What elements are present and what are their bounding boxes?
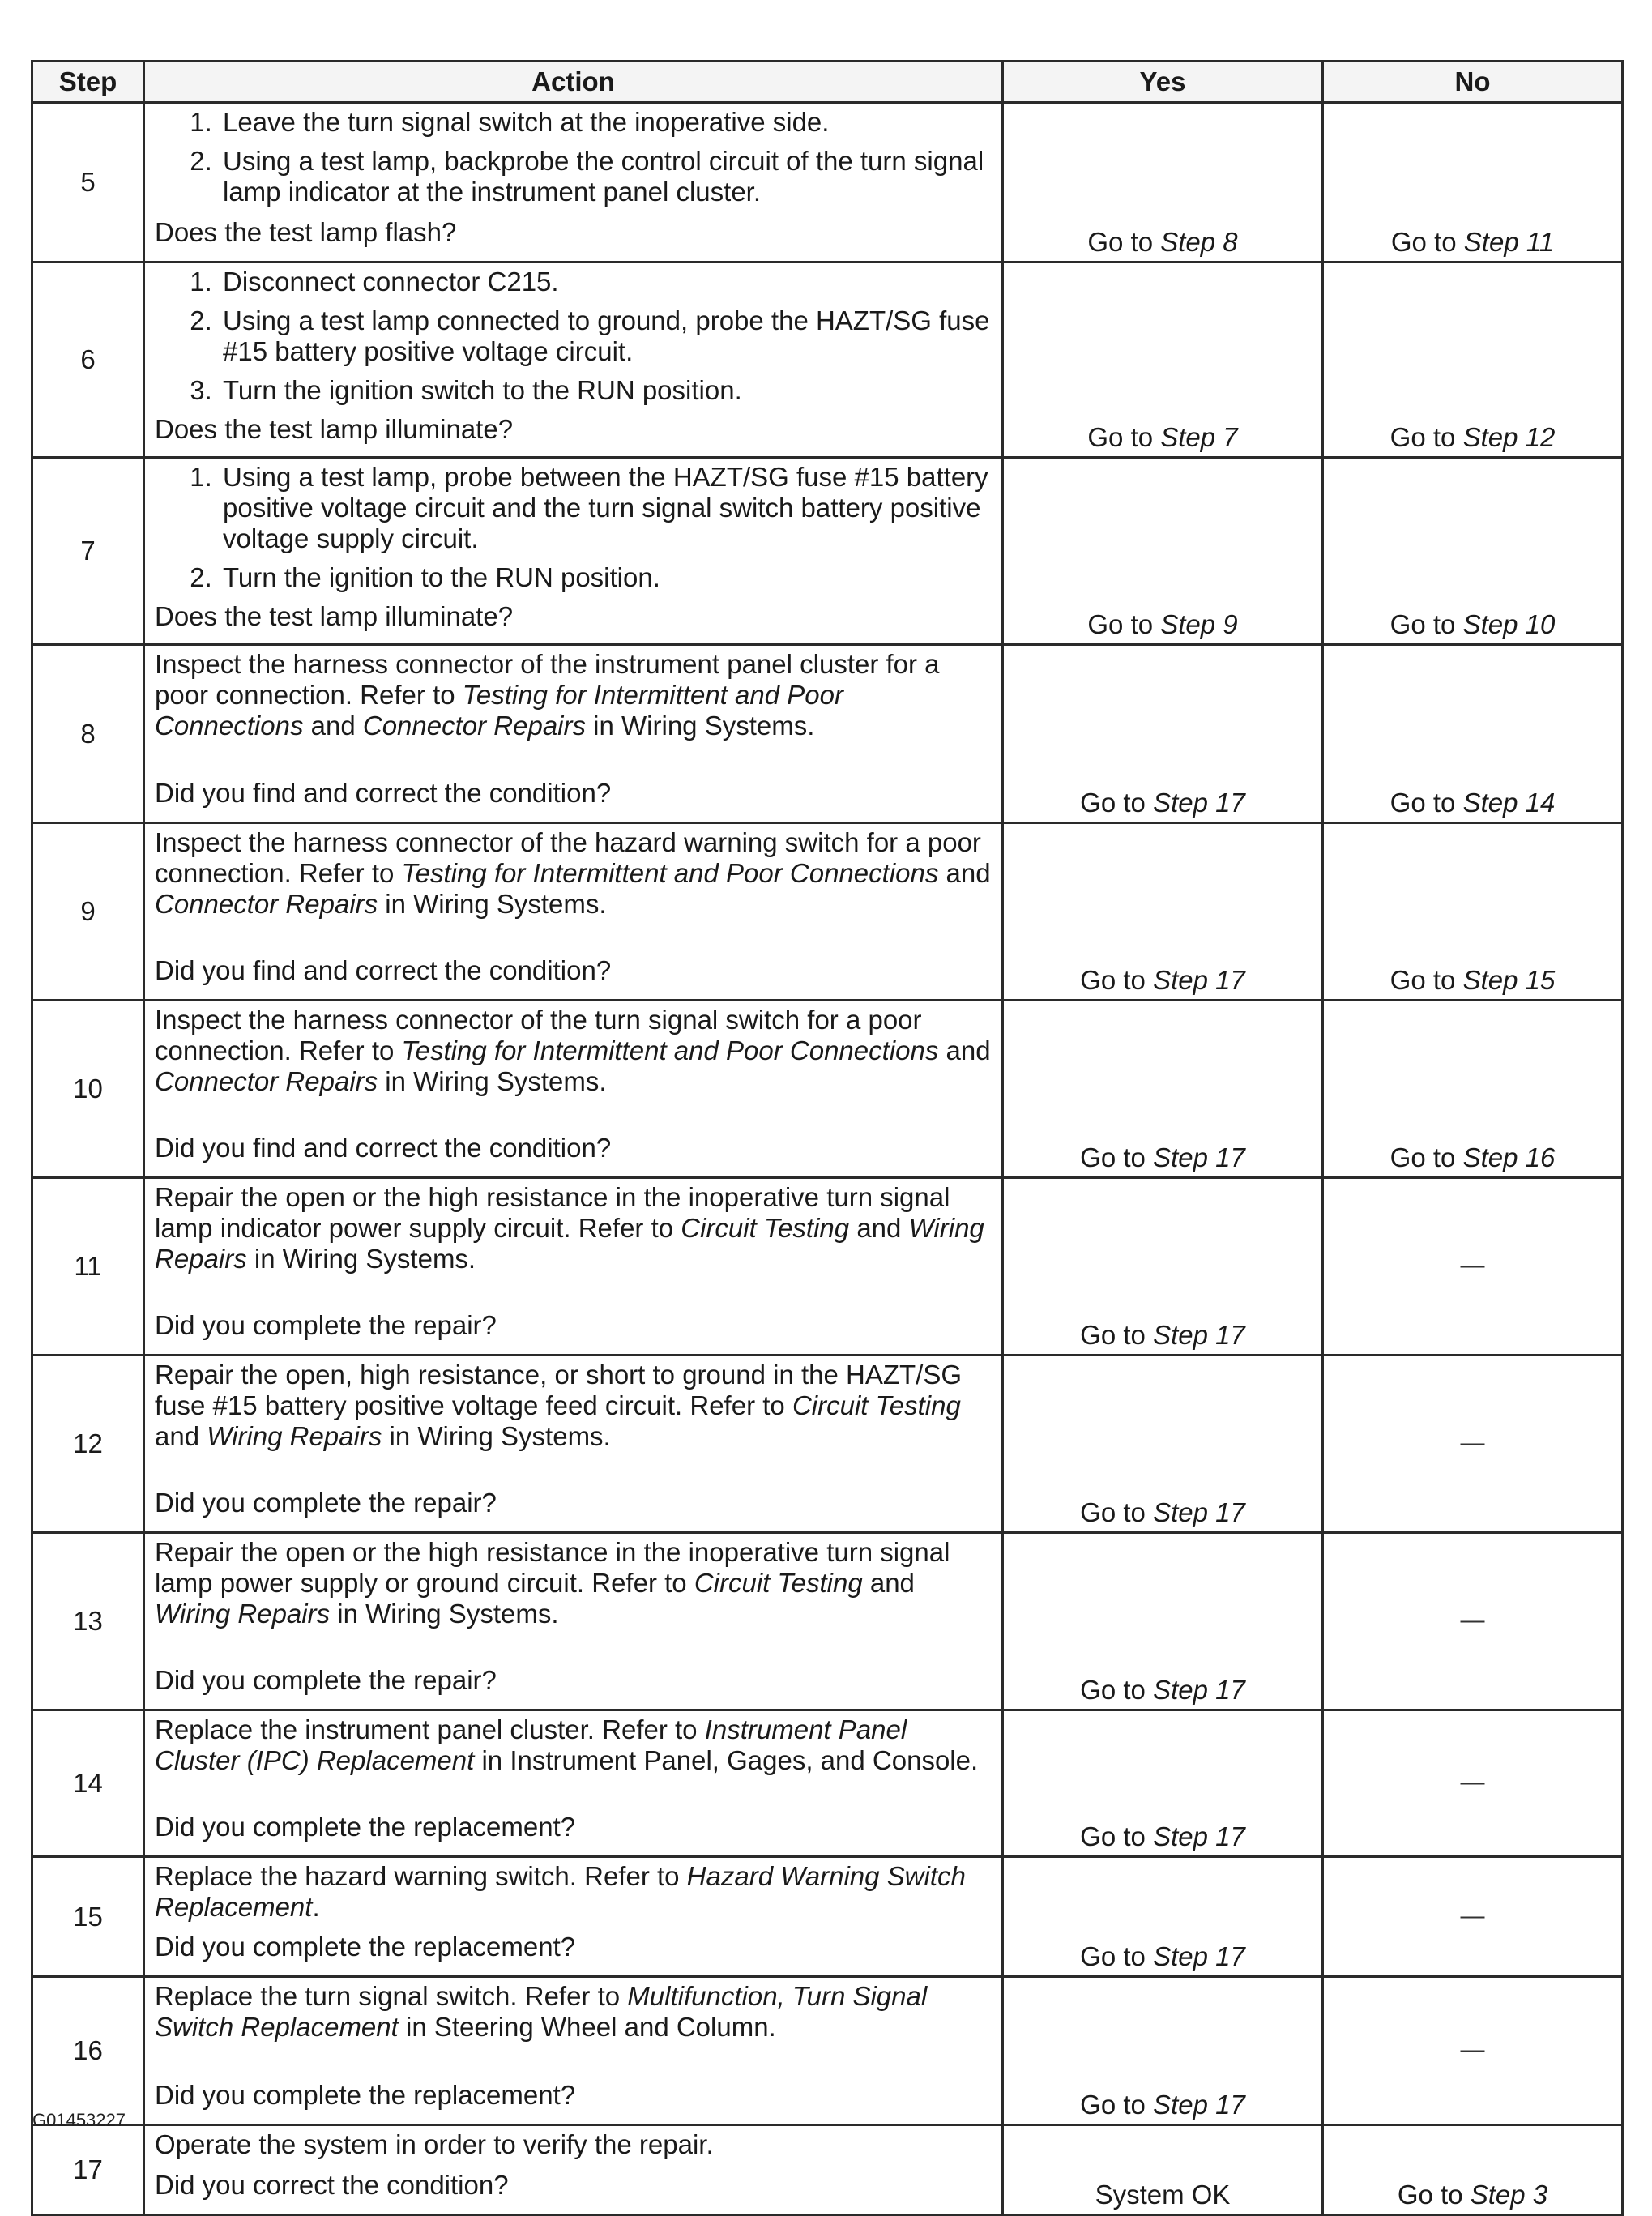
action-text: Repair the open, high resistance, or short to ground in the HAZT/SG fuse #15 battery positive voltage feed circuit. Refer to (155, 1360, 963, 1420)
action-instructions (155, 1360, 993, 1452)
yes-cell (1003, 1001, 1323, 1178)
no-step-link[interactable]: Step 3 (1470, 2180, 1548, 2210)
yes-cell (1003, 458, 1323, 645)
yes-goto-text: Go to (1080, 1497, 1146, 1527)
substep-list (155, 462, 993, 593)
no-dash: — (1460, 1607, 1485, 1633)
table-body (32, 103, 1623, 2215)
reference-link[interactable]: Instrument Panel Cluster (IPC) Replacement (155, 1714, 907, 1775)
yes-step-link[interactable]: Step 17 (1153, 1320, 1245, 1350)
reference-link[interactable]: Hazard Warning Switch Replacement (155, 1861, 966, 1922)
no-cell (1323, 823, 1623, 1001)
table-row (32, 1356, 1623, 1533)
action-cell (144, 1857, 1003, 1977)
table-row (32, 1001, 1623, 1178)
action-content (155, 1714, 993, 1842)
action-text: Inspect the harness connector of the hazard warning switch for a poor connection. Refer to (155, 827, 981, 888)
no-goto-text: Go to (1389, 609, 1456, 639)
step-number: 12 (32, 1356, 144, 1533)
reference-link[interactable]: Testing for Intermittent and Poor Connections (401, 1035, 939, 1065)
yes-step-link[interactable]: Step 17 (1153, 788, 1245, 818)
table-row (32, 645, 1623, 823)
table-row (32, 823, 1623, 1001)
table-row (32, 1977, 1623, 2125)
no-dash: — (1460, 1769, 1485, 1795)
action-text: and (303, 711, 363, 741)
figure-id: G01453227 (32, 2110, 126, 2130)
step-number: 5 (32, 103, 144, 263)
action-text: in Wiring Systems. (378, 1066, 607, 1096)
header-action: Action (144, 62, 1003, 103)
no-cell (1323, 1001, 1623, 1178)
action-question: Does the test lamp illuminate? (155, 601, 514, 631)
yes-cell (1003, 1857, 1323, 1977)
no-goto-text: Go to (1389, 1142, 1456, 1172)
action-question: Did you correct the condition? (155, 2170, 509, 2200)
no-dash: — (1460, 2036, 1485, 2063)
action-question: Did you complete the repair? (155, 1665, 497, 1695)
yes-cell (1003, 103, 1323, 263)
no-goto-text: Go to (1389, 422, 1456, 452)
yes-step-link[interactable]: Step 17 (1153, 2090, 1245, 2120)
step-number: 11 (32, 1178, 144, 1356)
no-step-link[interactable]: Step 11 (1463, 227, 1555, 257)
no-step-link[interactable]: Step 15 (1462, 965, 1556, 995)
step-number: 13 (32, 1533, 144, 1710)
action-cell (144, 1533, 1003, 1710)
action-question: Does the test lamp illuminate? (155, 414, 514, 444)
action-content (155, 1360, 993, 1518)
yes-goto-text: Go to (1080, 1941, 1146, 1971)
step-number: 16 (32, 1977, 144, 2125)
no-dash: — (1460, 1429, 1485, 1456)
action-paragraph (155, 1182, 993, 1275)
action-text: and (155, 1421, 207, 1451)
step-number: 14 (32, 1710, 144, 1857)
yes-step-link[interactable]: Step 7 (1160, 422, 1238, 452)
action-content (155, 1005, 993, 1164)
no-dash: — (1460, 1902, 1485, 1929)
action-paragraph (155, 1360, 993, 1452)
yes-cell (1003, 645, 1323, 823)
action-cell (144, 645, 1003, 823)
no-step-link[interactable]: Step 12 (1462, 422, 1556, 452)
diagnostic-table (31, 60, 1624, 2216)
reference-link[interactable]: Circuit Testing (792, 1390, 961, 1420)
yes-step-link[interactable]: Step 9 (1160, 609, 1238, 639)
action-content (155, 1537, 993, 1696)
table-row (32, 458, 1623, 645)
action-cell (144, 823, 1003, 1001)
action-text: in Instrument Panel, Gages, and Console. (474, 1745, 979, 1775)
action-instructions (155, 827, 993, 920)
yes-step-link[interactable]: Step 17 (1153, 1821, 1245, 1851)
header-row (32, 62, 1623, 103)
action-cell (144, 1356, 1003, 1533)
action-cell (144, 103, 1003, 263)
action-question: Did you complete the repair? (155, 1310, 497, 1340)
no-cell (1323, 1178, 1623, 1356)
action-cell (144, 263, 1003, 458)
action-instructions (155, 1981, 993, 2043)
header-step: Step (32, 62, 144, 103)
action-instructions (155, 649, 993, 741)
table-row (32, 1533, 1623, 1710)
step-number: 15 (32, 1857, 144, 1977)
no-goto-text: Go to (1389, 788, 1456, 818)
no-cell (1323, 1857, 1623, 1977)
action-text: and (862, 1568, 915, 1598)
action-text: and (938, 1035, 991, 1065)
reference-link[interactable]: Multifunction, Turn Signal Switch Replacement (155, 1981, 928, 2042)
yes-cell (1003, 1356, 1323, 1533)
action-text: in Steering Wheel and Column. (398, 2012, 776, 2042)
action-text: and (938, 858, 991, 888)
step-number: 17 (32, 2125, 144, 2215)
substep-list (155, 267, 993, 406)
step-number: 9 (32, 823, 144, 1001)
action-question: Did you complete the replacement? (155, 2080, 576, 2110)
reference-link[interactable]: Wiring Repairs (155, 1599, 331, 1629)
no-goto-text: Go to (1390, 227, 1457, 257)
action-instructions (155, 107, 993, 216)
table-row (32, 2125, 1623, 2215)
yes-result-text: System OK (1095, 2180, 1231, 2210)
yes-step-link[interactable]: Step 8 (1160, 227, 1238, 257)
action-paragraph (155, 2129, 993, 2160)
yes-cell (1003, 2125, 1323, 2215)
no-dash: — (1460, 1252, 1485, 1279)
action-cell (144, 1977, 1003, 2125)
action-content (155, 2129, 993, 2201)
action-question: Did you complete the replacement? (155, 1932, 576, 1962)
no-cell (1323, 645, 1623, 823)
action-instructions (155, 1182, 993, 1275)
yes-cell (1003, 1710, 1323, 1857)
action-content (155, 1861, 993, 1962)
action-text: and (849, 1213, 909, 1243)
step-number: 7 (32, 458, 144, 645)
action-paragraph (155, 1981, 993, 2043)
action-question: Did you find and correct the condition? (155, 955, 612, 985)
substep-item: 3. Turn the ignition switch to the RUN position. (220, 375, 993, 406)
action-instructions (155, 1005, 993, 1097)
substep-item: 2. Using a test lamp, backprobe the control circuit of the turn signal lamp indicator at the instrument panel cluster. (220, 146, 993, 207)
no-cell (1323, 1533, 1623, 1710)
reference-link[interactable]: Connector Repairs (362, 711, 586, 741)
action-text: Inspect the harness connector of the instrument panel cluster for a poor connection. Refer to (155, 649, 940, 710)
reference-link[interactable]: Circuit Testing (681, 1213, 850, 1243)
no-cell (1323, 1710, 1623, 1857)
no-step-link[interactable]: Step 10 (1462, 609, 1556, 639)
yes-step-link[interactable]: Step 17 (1153, 965, 1245, 995)
action-question: Does the test lamp flash? (155, 217, 457, 247)
reference-link[interactable]: Testing for Intermittent and Poor Connections (155, 680, 843, 741)
no-cell (1323, 1356, 1623, 1533)
no-goto-text: Go to (1397, 2180, 1463, 2210)
action-text: Replace the turn signal switch. Refer to (155, 1981, 628, 2011)
action-cell (144, 2125, 1003, 2215)
reference-link[interactable]: Connector Repairs (155, 1066, 378, 1096)
action-cell (144, 458, 1003, 645)
yes-goto-text: Go to (1080, 1142, 1146, 1172)
action-text: Repair the open or the high resistance in the inoperative turn signal lamp power supply or ground circuit. Refer to (155, 1537, 950, 1598)
header-no: No (1323, 62, 1623, 103)
yes-goto-text: Go to (1080, 965, 1146, 995)
step-number: 10 (32, 1001, 144, 1178)
action-text: in Wiring Systems. (246, 1244, 476, 1274)
no-goto-text: Go to (1389, 965, 1456, 995)
action-text: Replace the instrument panel cluster. Refer to (155, 1714, 705, 1744)
table-row (32, 263, 1623, 458)
no-cell (1323, 2125, 1623, 2215)
action-text: Operate the system in order to verify the repair. (155, 2129, 714, 2159)
yes-cell (1003, 1533, 1323, 1710)
yes-cell (1003, 1178, 1323, 1356)
table-row (32, 103, 1623, 263)
action-paragraph (155, 1861, 993, 1923)
table-row (32, 1857, 1623, 1977)
action-instructions (155, 1537, 993, 1629)
yes-goto-text: Go to (1080, 1320, 1146, 1350)
action-paragraph (155, 649, 993, 741)
yes-step-link[interactable]: Step 17 (1153, 1675, 1245, 1705)
table-row (32, 1178, 1623, 1356)
substep-list (155, 107, 993, 207)
action-text: in Wiring Systems. (378, 889, 607, 919)
yes-goto-text: Go to (1080, 788, 1146, 818)
yes-cell (1003, 1977, 1323, 2125)
action-content (155, 1182, 993, 1341)
action-text: Replace the hazard warning switch. Refer to (155, 1861, 687, 1891)
no-cell (1323, 1977, 1623, 2125)
yes-goto-text: Go to (1080, 1821, 1146, 1851)
action-question: Did you find and correct the condition? (155, 1133, 612, 1163)
header-yes: Yes (1003, 62, 1323, 103)
action-paragraph (155, 827, 993, 920)
substep-item: 2. Using a test lamp connected to ground, probe the HAZT/SG fuse #15 battery positive voltage circuit. (220, 305, 993, 367)
reference-link[interactable]: Wiring Repairs (207, 1421, 382, 1451)
action-content (155, 462, 993, 630)
action-cell (144, 1001, 1003, 1178)
reference-link[interactable]: Connector Repairs (155, 889, 378, 919)
action-text: . (312, 1892, 320, 1922)
reference-link[interactable]: Circuit Testing (694, 1568, 863, 1598)
action-instructions (155, 1714, 993, 1776)
step-number: 8 (32, 645, 144, 823)
action-content (155, 267, 993, 443)
action-cell (144, 1710, 1003, 1857)
action-question: Did you complete the repair? (155, 1488, 497, 1518)
yes-goto-text: Go to (1080, 2090, 1146, 2120)
action-content (155, 107, 993, 248)
action-instructions (155, 462, 993, 601)
action-paragraph (155, 1537, 993, 1629)
no-step-link[interactable]: Step 14 (1462, 788, 1556, 818)
yes-cell (1003, 823, 1323, 1001)
action-question: Did you find and correct the condition? (155, 778, 612, 808)
yes-cell (1003, 263, 1323, 458)
table-row (32, 1710, 1623, 1857)
action-question: Did you complete the replacement? (155, 1812, 576, 1842)
action-text: Repair the open or the high resistance in the inoperative turn signal lamp indicator power supply circuit. Refer to (155, 1182, 950, 1243)
yes-goto-text: Go to (1080, 1675, 1146, 1705)
no-cell (1323, 103, 1623, 263)
substep-item: 1. Using a test lamp, probe between the HAZT/SG fuse #15 battery positive voltage circuit and the turn signal switch battery positive voltage supply circuit. (220, 462, 993, 554)
yes-goto-text: Go to (1087, 227, 1154, 257)
substep-item: 1. Leave the turn signal switch at the inoperative side. (220, 107, 993, 138)
substep-item: 2. Turn the ignition to the RUN position. (220, 562, 993, 593)
action-cell (144, 1178, 1003, 1356)
action-text: Inspect the harness connector of the turn signal switch for a poor connection. Refer to (155, 1005, 922, 1065)
action-text: in Wiring Systems. (330, 1599, 559, 1629)
no-cell (1323, 263, 1623, 458)
action-instructions (155, 1861, 993, 1923)
no-cell (1323, 458, 1623, 645)
substep-item: 1. Disconnect connector C215. (220, 267, 993, 297)
action-instructions (155, 267, 993, 414)
yes-step-link[interactable]: Step 17 (1153, 1142, 1245, 1172)
reference-link[interactable]: Testing for Intermittent and Poor Connections (401, 858, 939, 888)
action-text: in Wiring Systems. (382, 1421, 611, 1451)
action-content (155, 827, 993, 986)
yes-step-link[interactable]: Step 17 (1153, 1497, 1245, 1527)
action-paragraph (155, 1714, 993, 1776)
action-content (155, 649, 993, 809)
step-number: 6 (32, 263, 144, 458)
yes-step-link[interactable]: Step 17 (1153, 1941, 1245, 1971)
yes-goto-text: Go to (1087, 609, 1154, 639)
action-content (155, 1981, 993, 2111)
action-paragraph (155, 1005, 993, 1097)
reference-link[interactable]: Wiring Repairs (155, 1213, 984, 1274)
yes-goto-text: Go to (1087, 422, 1154, 452)
action-instructions (155, 2129, 993, 2160)
no-step-link[interactable]: Step 16 (1462, 1142, 1556, 1172)
action-text: in Wiring Systems. (586, 711, 815, 741)
